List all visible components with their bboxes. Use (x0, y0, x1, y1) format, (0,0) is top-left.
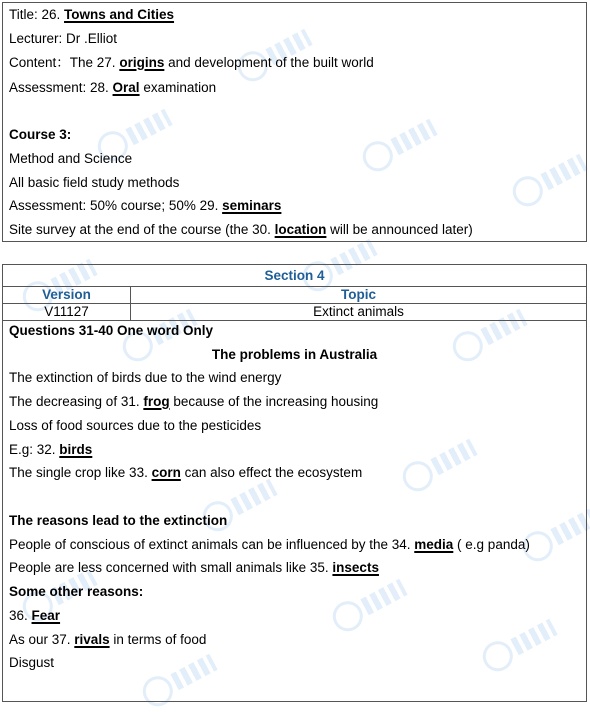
problem-2 (9, 394, 378, 410)
problem-5 (9, 465, 362, 481)
answer-36: Fear (31, 608, 61, 623)
other-reason-1-label: 36. (9, 608, 32, 623)
version-topic-header-row (3, 287, 586, 304)
site-survey-label: Site survey at the end of the course (the 30. (9, 222, 275, 237)
content-line (9, 55, 374, 71)
other-reason-1 (9, 608, 60, 624)
answer-28: Oral (112, 80, 140, 95)
other-reason-2-label: As our 37. (9, 632, 75, 647)
course3-assessment-label: Assessment: 50% course; 50% 29. (9, 198, 223, 213)
answer-33: corn (151, 465, 181, 480)
reason-2 (9, 560, 379, 576)
section4-heading: Section 4 (3, 265, 586, 287)
assessment-line (9, 80, 216, 96)
content-label: Content：The 27. (9, 55, 120, 70)
other-reason-2-suffix: in terms of food (109, 632, 207, 647)
other-reasons-title: Some other reasons: (9, 584, 144, 599)
problem-4 (9, 442, 92, 458)
course3-methods: All basic field study methods (9, 175, 180, 190)
version-topic-value-row (3, 304, 586, 321)
topic-value: Extinct animals (313, 304, 404, 319)
reason-1-label: People of conscious of extinct animals can be influenced by the 34. (9, 537, 415, 552)
answer-35: insects (332, 560, 379, 575)
site-survey-suffix: will be announced later) (326, 222, 473, 237)
answer-26: Towns and Cities (64, 7, 175, 22)
reasons-title: The reasons lead to the extinction (9, 513, 228, 528)
problem-2-suffix: because of the increasing housing (169, 394, 379, 409)
course3-assessment-line (9, 198, 281, 214)
course3-heading: Course 3: (9, 127, 72, 142)
content-suffix: and development of the built world (164, 55, 374, 70)
answer-32: birds (59, 442, 93, 457)
reason-2-label: People are less concerned with small animals like 35. (9, 560, 333, 575)
answer-30: location (274, 222, 327, 237)
answer-27: origins (119, 55, 165, 70)
other-reason-2 (9, 632, 206, 648)
problem-5-suffix: can also effect the ecosystem (180, 465, 363, 480)
version-value: V11127 (3, 304, 131, 320)
assessment-suffix: examination (139, 80, 217, 95)
version-header: Version (3, 287, 131, 303)
lecturer-line: Lecturer: Dr .Elliot (9, 31, 118, 46)
course-title-label: Title: 26. (9, 7, 65, 22)
course-info-box (2, 2, 587, 242)
assessment-label: Assessment: 28. (9, 80, 113, 95)
answer-31: frog (143, 394, 170, 409)
section4-box (2, 264, 587, 702)
problem-1: The extinction of birds due to the wind energy (9, 370, 282, 385)
problem-5-label: The single crop like 33. (9, 465, 152, 480)
problem-3: Loss of food sources due to the pesticides (9, 418, 262, 433)
topic-header: Topic (341, 287, 376, 302)
reason-1 (9, 537, 530, 553)
answer-29: seminars (222, 198, 282, 213)
reason-1-suffix: ( e.g panda) (453, 537, 530, 552)
problem-4-label: E.g: 32. (9, 442, 60, 457)
site-survey-line (9, 222, 473, 238)
answer-34: media (414, 537, 454, 552)
answer-37: rivals (74, 632, 110, 647)
problem-2-label: The decreasing of 31. (9, 394, 144, 409)
problems-title: The problems in Australia (211, 347, 378, 362)
other-reason-3: Disgust (9, 655, 55, 670)
course3-name: Method and Science (9, 151, 133, 166)
instructions: Questions 31-40 One word Only (9, 323, 214, 338)
course-title-line (9, 7, 174, 23)
